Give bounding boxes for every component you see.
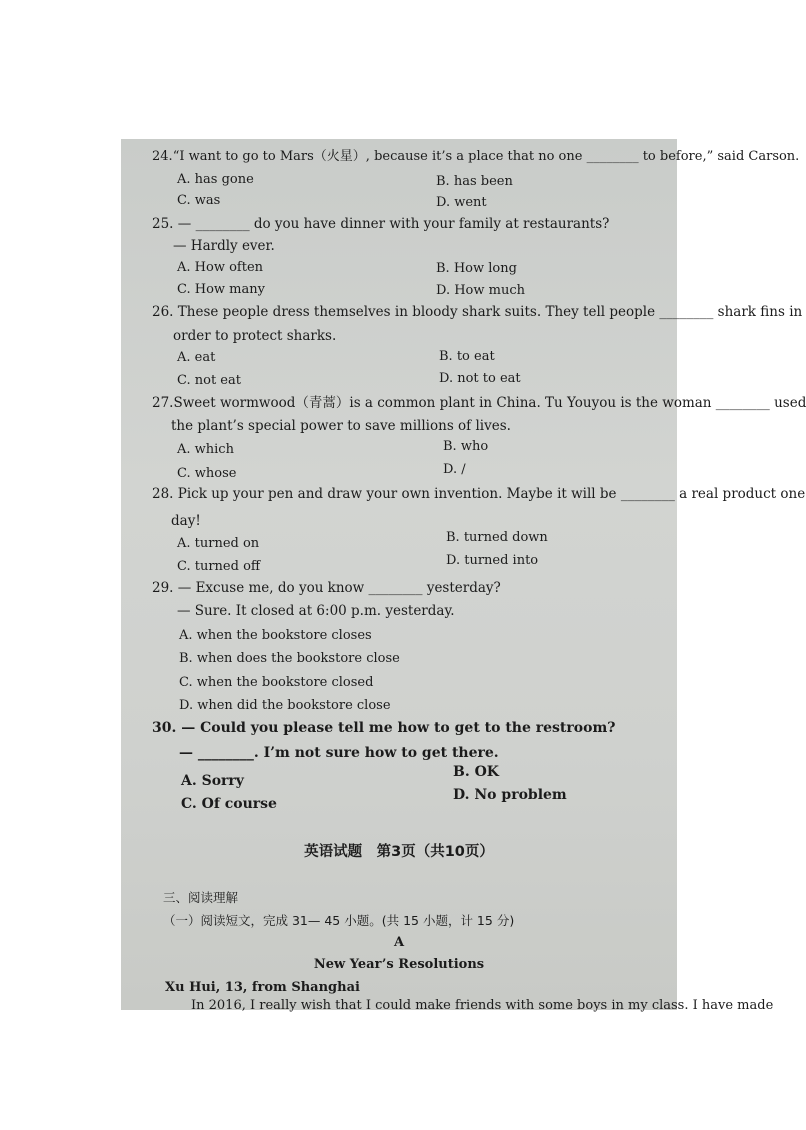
question-25: 25. — ________ do you have dinner with your family at restaurants? — [152, 216, 610, 232]
q25-option-c: C. How many — [177, 282, 265, 297]
q27-option-d: D. / — [443, 462, 466, 477]
question-26: 26. These people dress themselves in bloody shark suits. They tell people ________ shark fins in — [152, 304, 803, 320]
q28-option-b: B. turned down — [446, 530, 548, 545]
author-line: Xu Hui, 13, from Shanghai — [165, 980, 360, 995]
q27-line2: the plant’s special power to save millions of lives. — [171, 418, 511, 434]
q28-option-c: C. turned off — [177, 559, 261, 574]
q27-option-c: C. whose — [177, 466, 237, 481]
q30-option-c: C. Of course — [181, 796, 277, 812]
question-28: 28. Pick up your pen and draw your own invention. Maybe it will be ________ a real product one — [152, 486, 806, 502]
question-27: 27.Sweet wormwood（青蒿）is a common plant in China. Tu Youyou is the woman ________ used — [152, 395, 806, 411]
passage-title: New Year’s Resolutions — [313, 957, 485, 972]
q24-option-a: A. has gone — [177, 172, 254, 187]
q25-option-b: B. How long — [436, 261, 517, 276]
question-29: 29. — Excuse me, do you know ________ yesterday? — [152, 580, 501, 596]
q25-option-d: D. How much — [436, 283, 526, 298]
q30-line2: — ________. I’m not sure how to get there. — [179, 745, 499, 761]
scanned-page — [121, 139, 806, 1013]
question-24: 24.“I want to go to Mars（火星）, because it’s a place that no one ________ to before,” said Carson. — [152, 149, 800, 164]
q26-option-d: D. not to eat — [439, 371, 521, 386]
q24-option-c: C. was — [177, 193, 221, 208]
q26-line2: order to protect sharks. — [173, 328, 337, 344]
q30-option-a: A. Sorry — [181, 773, 244, 789]
q30-option-b: B. OK — [453, 764, 499, 780]
section-title: 三、阅读理解 — [163, 890, 239, 905]
q24-option-b: B. has been — [436, 174, 513, 189]
question-30: 30. — Could you please tell me how to get to the restroom? — [152, 720, 616, 736]
q26-option-b: B. to eat — [439, 349, 495, 364]
q29-option-a: A. when the bookstore closes — [179, 628, 372, 643]
q29-option-b: B. when does the bookstore close — [179, 651, 400, 666]
q26-option-c: C. not eat — [177, 373, 241, 388]
q27-option-a: A. which — [177, 442, 234, 457]
q29-option-d: D. when did the bookstore close — [179, 698, 391, 713]
q30-option-d: D. No problem — [453, 787, 567, 803]
passage-first-line: In 2016, I really wish that I could make friends with some boys in my class. I have made — [191, 998, 774, 1013]
q28-line2: day! — [171, 513, 201, 529]
q25-option-a: A. How often — [177, 260, 264, 275]
q24-option-d: D. went — [436, 195, 487, 210]
q28-option-d: D. turned into — [446, 553, 539, 568]
q29-line2: — Sure. It closed at 6:00 p.m. yesterday. — [177, 603, 455, 619]
passage-letter: A — [393, 935, 405, 950]
q25-line2: — Hardly ever. — [173, 238, 275, 254]
page-footer: 英语试题 第3页（共10页） — [304, 844, 494, 860]
section-instruction: （一）阅读短文，完成 31— 45 小题。(共 15 小题，计 15 分) — [163, 913, 515, 928]
q28-option-a: A. turned on — [177, 536, 260, 551]
q27-option-b: B. who — [443, 439, 489, 454]
q29-option-c: C. when the bookstore closed — [179, 675, 374, 690]
q26-option-a: A. eat — [177, 350, 216, 365]
